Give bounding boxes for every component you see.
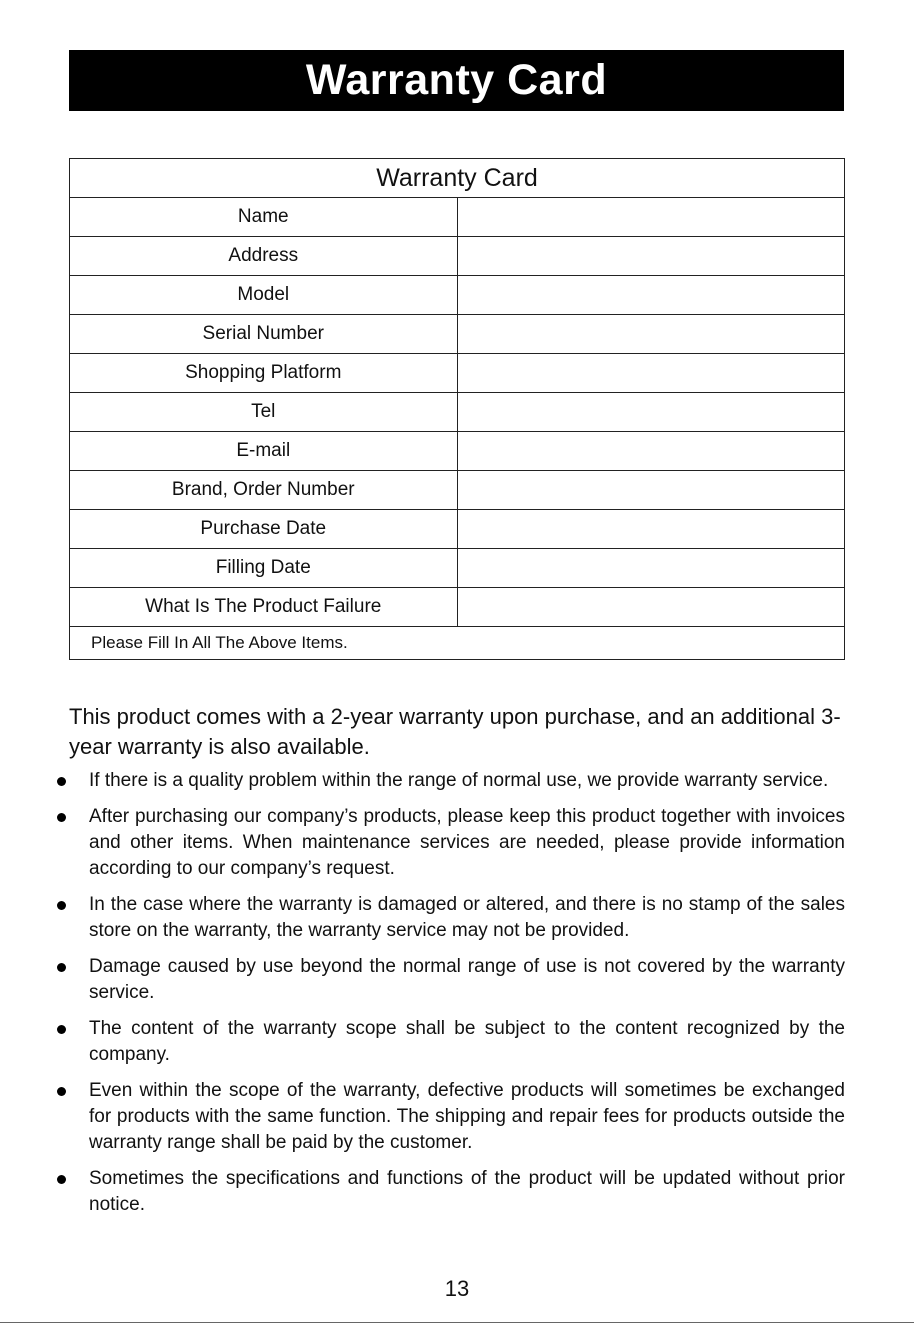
field-value-filling-date[interactable] (457, 549, 845, 588)
field-label-name: Name (70, 198, 458, 237)
field-label-email: E-mail (70, 432, 458, 471)
field-value-tel[interactable] (457, 393, 845, 432)
list-item (57, 1016, 845, 1068)
warranty-intro-paragraph: This product comes with a 2-year warranty upon purchase, and an additional 3-year warranty is also available. (69, 704, 841, 759)
field-value-name[interactable] (457, 198, 845, 237)
bullet-icon (57, 1087, 66, 1096)
field-value-brand-order-number[interactable] (457, 471, 845, 510)
field-label-model: Model (70, 276, 458, 315)
bullet-icon (57, 901, 66, 910)
list-item (57, 892, 845, 944)
list-item (57, 768, 845, 794)
list-item (57, 1078, 845, 1156)
table-row (70, 549, 845, 588)
page-number: 13 (444, 1276, 470, 1301)
bullet-icon (57, 777, 66, 786)
bottom-divider (0, 1322, 914, 1323)
page-banner-title: Warranty Card (69, 50, 844, 111)
warranty-terms-list (57, 768, 845, 1228)
list-item (57, 804, 845, 882)
term-text: Even within the scope of the warranty, defective products will sometimes be exchanged for products with the same function. The shipping and repair fees for products outside the warranty range shall be paid by the customer. (89, 1080, 845, 1153)
field-value-address[interactable] (457, 237, 845, 276)
field-value-purchase-date[interactable] (457, 510, 845, 549)
warranty-card-title: Warranty Card (70, 159, 845, 198)
field-value-serial-number[interactable] (457, 315, 845, 354)
field-label-shopping-platform: Shopping Platform (70, 354, 458, 393)
field-value-model[interactable] (457, 276, 845, 315)
bullet-icon (57, 1025, 66, 1034)
bullet-icon (57, 963, 66, 972)
table-row (70, 354, 845, 393)
table-row (70, 627, 845, 660)
field-label-filling-date: Filling Date (70, 549, 458, 588)
table-row (70, 471, 845, 510)
table-row (70, 276, 845, 315)
field-value-product-failure[interactable] (457, 588, 845, 627)
table-row (70, 237, 845, 276)
field-label-serial-number: Serial Number (70, 315, 458, 354)
field-label-brand-order-number: Brand, Order Number (70, 471, 458, 510)
term-text: Damage caused by use beyond the normal range of use is not covered by the warranty service. (89, 956, 845, 1003)
table-row (70, 315, 845, 354)
term-text: The content of the warranty scope shall be subject to the content recognized by the company. (89, 1018, 845, 1065)
field-value-email[interactable] (457, 432, 845, 471)
table-row (70, 432, 845, 471)
bullet-icon (57, 1175, 66, 1184)
term-text: After purchasing our company’s products, please keep this product together with invoices and other items. When maintenance services are needed, please provide information according to our company’s request. (89, 806, 845, 879)
bullet-icon (57, 813, 66, 822)
field-label-tel: Tel (70, 393, 458, 432)
table-row (70, 393, 845, 432)
fill-instruction-note: Please Fill In All The Above Items. (70, 627, 845, 660)
term-text: If there is a quality problem within the range of normal use, we provide warranty service. (89, 770, 829, 791)
table-row (70, 588, 845, 627)
term-text: Sometimes the specifications and functions of the product will be updated without prior notice. (89, 1168, 845, 1215)
table-row (70, 198, 845, 237)
table-row (70, 510, 845, 549)
field-label-address: Address (70, 237, 458, 276)
list-item (57, 954, 845, 1006)
list-item (57, 1166, 845, 1218)
term-text: In the case where the warranty is damaged or altered, and there is no stamp of the sales store on the warranty, the warranty service may not be provided. (89, 894, 845, 941)
field-label-purchase-date: Purchase Date (70, 510, 458, 549)
field-label-product-failure: What Is The Product Failure (70, 588, 458, 627)
field-value-shopping-platform[interactable] (457, 354, 845, 393)
warranty-card-table (69, 158, 845, 660)
